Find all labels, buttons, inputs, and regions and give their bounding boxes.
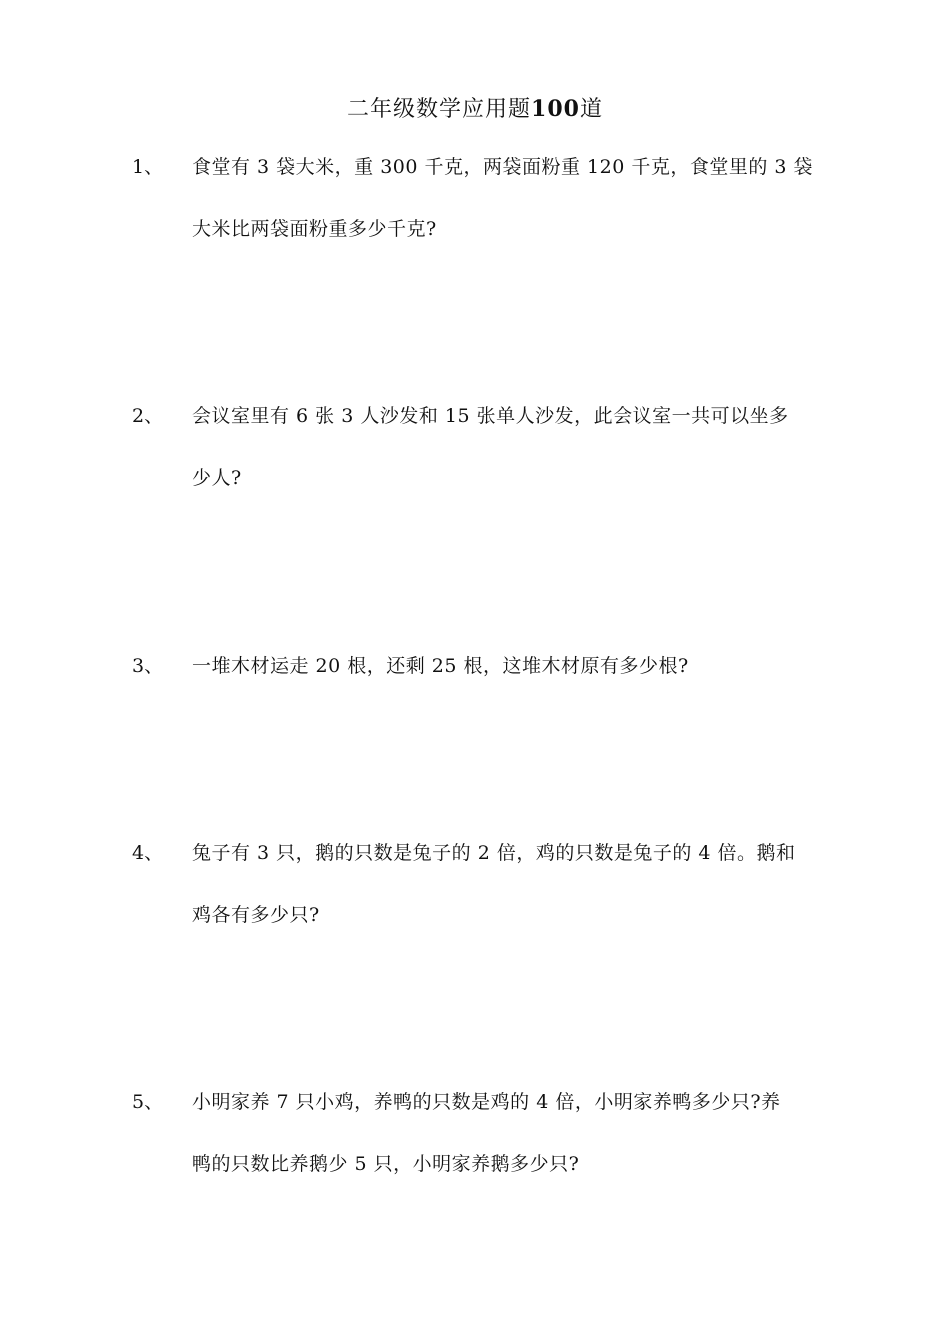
question-number: 5、: [132, 1091, 164, 1113]
question-text-line: 会议室里有 6 张 3 人沙发和 15 张单人沙发，此会议室一共可以坐多: [192, 405, 789, 427]
question-text-line: 一堆木材运走 20 根，还剩 25 根，这堆木材原有多少根?: [192, 655, 689, 677]
question-number: 2、: [132, 405, 164, 427]
question-text-line: 少人?: [192, 467, 242, 489]
title-number: 100: [531, 96, 580, 122]
page-title: [0, 92, 950, 127]
question-number: 4、: [132, 842, 164, 864]
question-text-line: 鸭的只数比养鹅少 5 只，小明家养鹅多少只?: [192, 1153, 580, 1175]
question-text-line: 食堂有 3 袋大米，重 300 千克，两袋面粉重 120 千克，食堂里的 3 袋: [192, 156, 814, 178]
title-suffix: 道: [579, 97, 603, 122]
title-prefix: 二年级数学应用题: [347, 97, 532, 122]
question-text-line: 大米比两袋面粉重多少千克?: [192, 218, 437, 240]
question-number: 3、: [132, 655, 164, 677]
question-text-line: 兔子有 3 只，鹅的只数是兔子的 2 倍，鸡的只数是兔子的 4 倍。鹅和: [192, 842, 796, 864]
question-text-line: 鸡各有多少只?: [192, 904, 320, 926]
question-text-line: 小明家养 7 只小鸡，养鸭的只数是鸡的 4 倍，小明家养鸭多少只?养: [192, 1091, 781, 1113]
question-number: 1、: [132, 156, 164, 178]
